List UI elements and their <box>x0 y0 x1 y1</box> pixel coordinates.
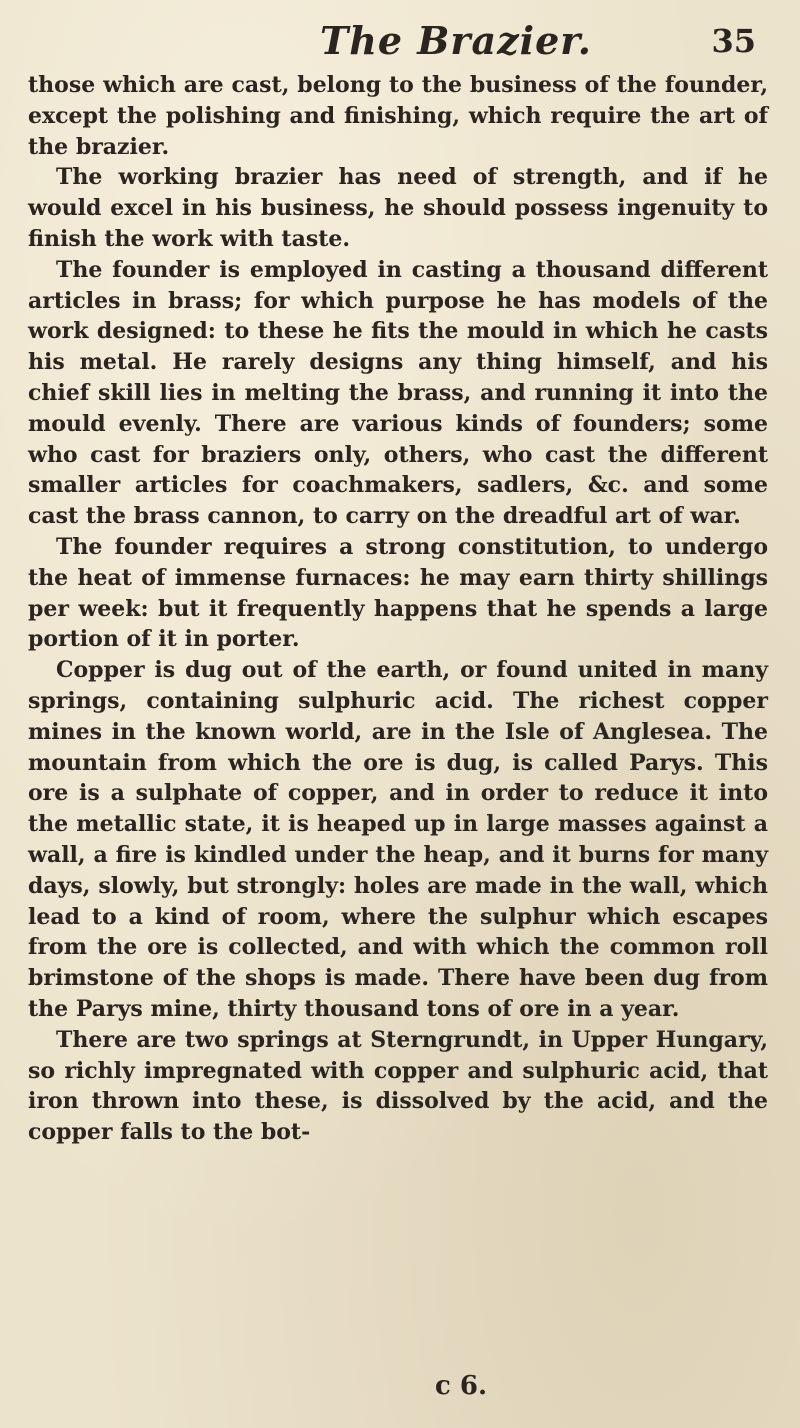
signature-mark: c 6. <box>435 1371 488 1401</box>
page-number: 35 <box>711 22 756 60</box>
page-header <box>200 14 756 63</box>
paragraph: those which are cast, belong to the business of the founder, except the polishing and finishing, which require the art of the brazier. <box>28 72 768 160</box>
paragraph: The founder is employed in casting a thousand different articles in brass; for which purpose he has models of the work designed: to these he fits the mould in which he casts his metal. He rarely designs any thing himself, and his chief skill lies in melting the brass, and running it into the mould evenly. There are various kinds of founders; some who cast for braziers only, others, who cast the different smaller articles for coachmakers, sadlers, &c. and some cast the brass cannon, to carry on the dreadful art of war. <box>28 256 768 530</box>
paragraph: There are two springs at Sterngrundt, in Upper Hungary, so richly impregnated with copper and sulphuric acid, that iron thrown into these, is dissolved by the acid, and the copper falls to the bot- <box>28 1026 768 1146</box>
body-text <box>28 70 768 1148</box>
paragraph: The founder requires a strong constitution, to undergo the heat of immense furnaces: he may earn thirty shillings per week: but it frequently happens that he spends a large portion of it in porter. <box>28 533 768 653</box>
running-title: The Brazier. <box>320 18 593 63</box>
paragraph: The working brazier has need of strength, and if he would excel in his business, he should possess ingenuity to finish the work with taste. <box>28 164 768 252</box>
paragraph: Copper is dug out of the earth, or found united in many springs, containing sulphuric acid. The richest copper mines in the known world, are in the Isle of Anglesea. The mountain from which the ore is dug, is called Parys. This ore is a sulphate of copper, and in order to reduce it into the metallic state, it is heaped up in large masses against a wall, a fire is kindled under the heap, and it burns for many days, slowly, but strongly: holes are made in the wall, which lead to a kind of room, where the sulphur which escapes from the ore is collected, and with which the common roll brimstone of the shops is made. There have been dug from the Parys mine, thirty thousand tons of ore in a year. <box>28 657 768 1022</box>
